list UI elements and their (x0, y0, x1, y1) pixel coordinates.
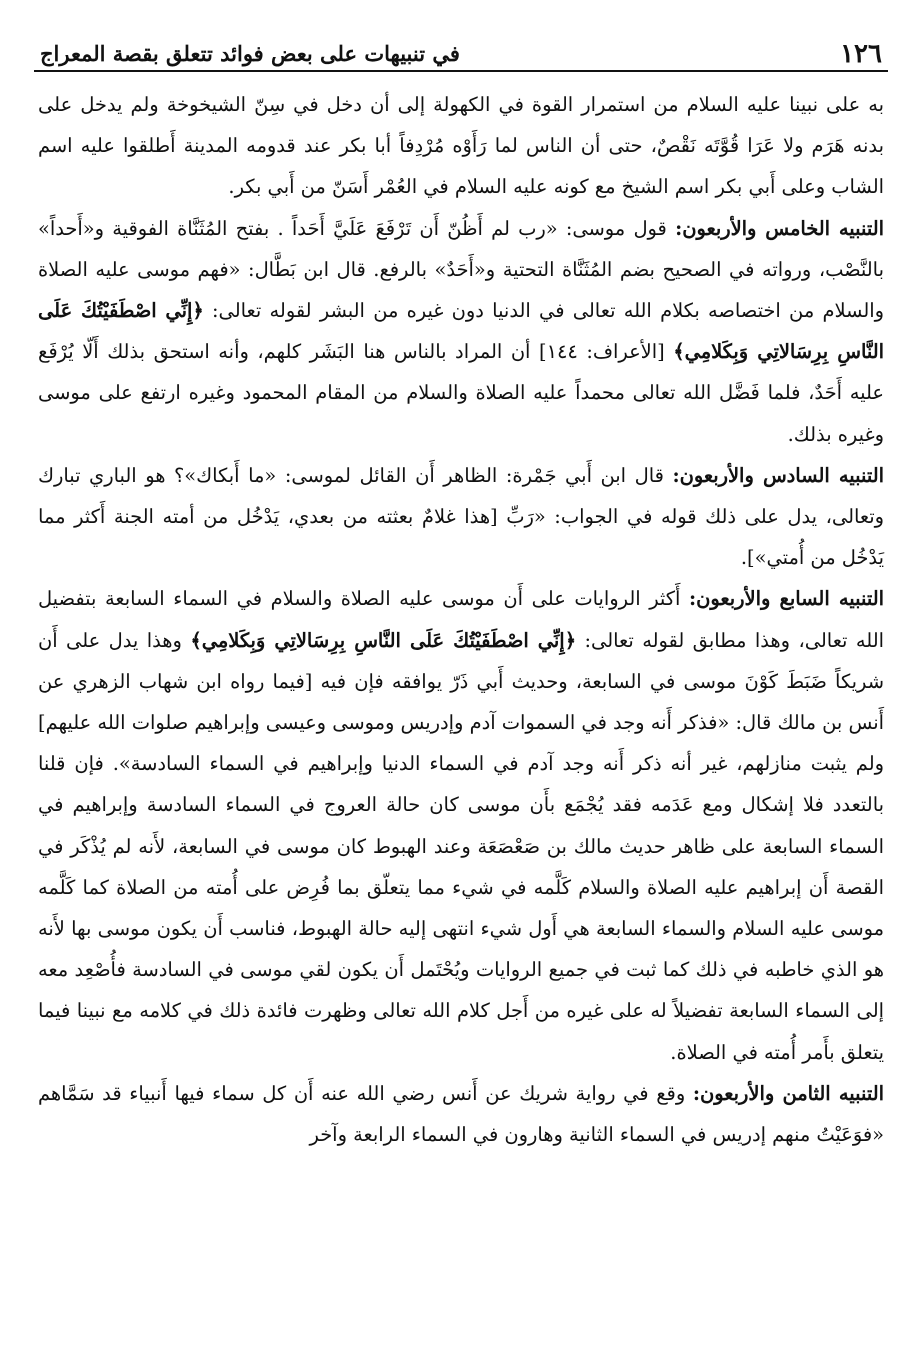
paragraph-continuation (38, 84, 884, 208)
paragraph-text-after-verse: وهذا يدل على أَن شريكاً ضَبَطَ كَوْنَ موسى في السابعة، وحديث أَبي ذَرّ يوافقه فإن فيه [فيما رواه ابن شهاب الزهري عن أَنس بن مالك قال: «فذكر أَنه وجد في السموات آدم وإدريس وموسى وعيسى وإبراهيم صلوات الله عليهم] ولم يثبت منازلهم، غير أنه ذكر أَنه وجد آدم في السماء الدنيا وإبراهيم في السماء السادسة». فإن قلنا بالتعدد فلا إشكال ومع عَدَمه فقد يُجْمَع بأَن موسى كان حالة العروج في السماء السادسة وإبراهيم في السماء السابعة على ظاهر حديث مالك بن صَعْصَعَة وعند الهبوط كان موسى في السابعة، لأَنه لم يُذْكَر في القصة أَن إبراهيم عليه الصلاة والسلام كَلَّمه في شيء مما يتعلّق بما فُرِض على أُمته من الصلاة كما كَلَّمه موسى عليه السلام والسماء السابعة هي أَول شيء انتهى إليه حالة الهبوط، فناسب أَن يكون موسى بها لأَنه هو الذي خاطبه في ذلك كما ثبت في جميع الروايات ويُحْتَمل أَن يكون لقي موسى في السادسة فأُصْعِد معه إلى السماء السابعة تفضيلاً له على غيره من أَجل كلام الله تعالى وظهرت فائدة ذلك في كلامه مع نبينا فيما يتعلق بأَمر أُمته في الصلاة. (38, 628, 884, 1064)
note-heading: التنبيه السادس والأربعون: (672, 463, 884, 487)
note-heading: التنبيه السابع والأربعون: (689, 587, 884, 611)
paragraph-text-after-verse: [الأعراف: ١٤٤] أن المراد بالناس هنا البَشَر كلهم، وأنه استحق بذلك أَلّا يُرْفَع عليه أَحَدٌ، فلما فَضَّل الله تعالى محمداً عليه الصلاة والسلام من المقام المحمود وغيره ارتفع على موسى وغيره بذلك. (38, 340, 884, 446)
note-heading: التنبيه الثامن والأربعون: (692, 1081, 885, 1105)
paragraph-text: قال ابن أَبي جَمْرة: الظاهر أَن القائل لموسى: «ما أَبكاك»؟ هو الباري تبارك وتعالى، يدل على ذلك قوله في الجواب: «رَبِّ [هذا غلامٌ بعثته من بعدي، يَدْخُل من أمته الجنة أَكثر مما يَدْخُل من أُمتي»]. (38, 463, 884, 570)
paragraph-text: أَكثر الروايات على أَن موسى عليه الصلاة والسلام في السماء السابعة بتفضيل الله تعالى، وهذا مطابق لقوله تعالى: (38, 587, 884, 652)
paragraph-note-48 (38, 1073, 884, 1155)
paragraph-note-45 (38, 208, 884, 455)
running-title: في تنبيهات على بعض فوائد تتعلق بقصة المعراج (40, 41, 460, 66)
page-number: ١٢٦ (840, 39, 882, 69)
quran-verse: ﴿إِنِّي اصْطَفَيْتُكَ عَلَى النَّاسِ بِرِسَالاتِي وَبِكَلامِي﴾ (38, 299, 884, 364)
book-page (34, 30, 888, 1350)
note-heading: التنبيه الخامس والأربعون: (675, 216, 884, 240)
paragraph-text: به على نبينا عليه السلام من استمرار القوة في الكهولة إلى أن دخل في سِنّ الشيخوخة ولم يدخل على بدنه هَرَم ولا عَرَا قُوَّتَه نَقْصٌ، حتى أن الناس لما رَأَوْه مُرْدِفاً أبا بكر عند قدومه المدينة أَطلقوا عليه اسم الشاب وعلى أَبي بكر اسم الشيخ مع كونه عليه السلام في العُمْر أَسَنّ من أَبي بكر. (38, 93, 884, 199)
paragraph-text: وقع في رواية شريك عن أَنس رضي الله عنه أَن كل سماء فيها أَنبياء قد سَمَّاهم «فوَعَيْتُ منهم إدريس في السماء الثانية وهارون في السماء الرابعة وآخر (38, 1081, 884, 1147)
page-header (34, 30, 888, 72)
paragraph-note-47 (38, 578, 884, 1072)
page-body (34, 72, 888, 1155)
quran-verse: ﴿إِنِّي اصْطَفَيْتُكَ عَلَى النَّاسِ بِرِسَالاتِي وَبِكَلامِي﴾ (190, 628, 577, 652)
paragraph-note-46 (38, 455, 884, 579)
paragraph-text: قول موسى: «رب لم أَظُنّ أَن تَرْفَعَ عَلَيَّ أَحَداً . بفتح المُثَنَّاة الفوقية و«أَحداً» بالنَّصْب، ورواته في الصحيح بضم المُثَنَّاة التحتية و«أَحَدٌ» بالرفع. قال ابن بَطَّال: «فهم موسى عليه الصلاة والسلام من اختصاصه بكلام الله تعالى في الدنيا دون غيره من البشر لقوله تعالى: (38, 216, 884, 323)
